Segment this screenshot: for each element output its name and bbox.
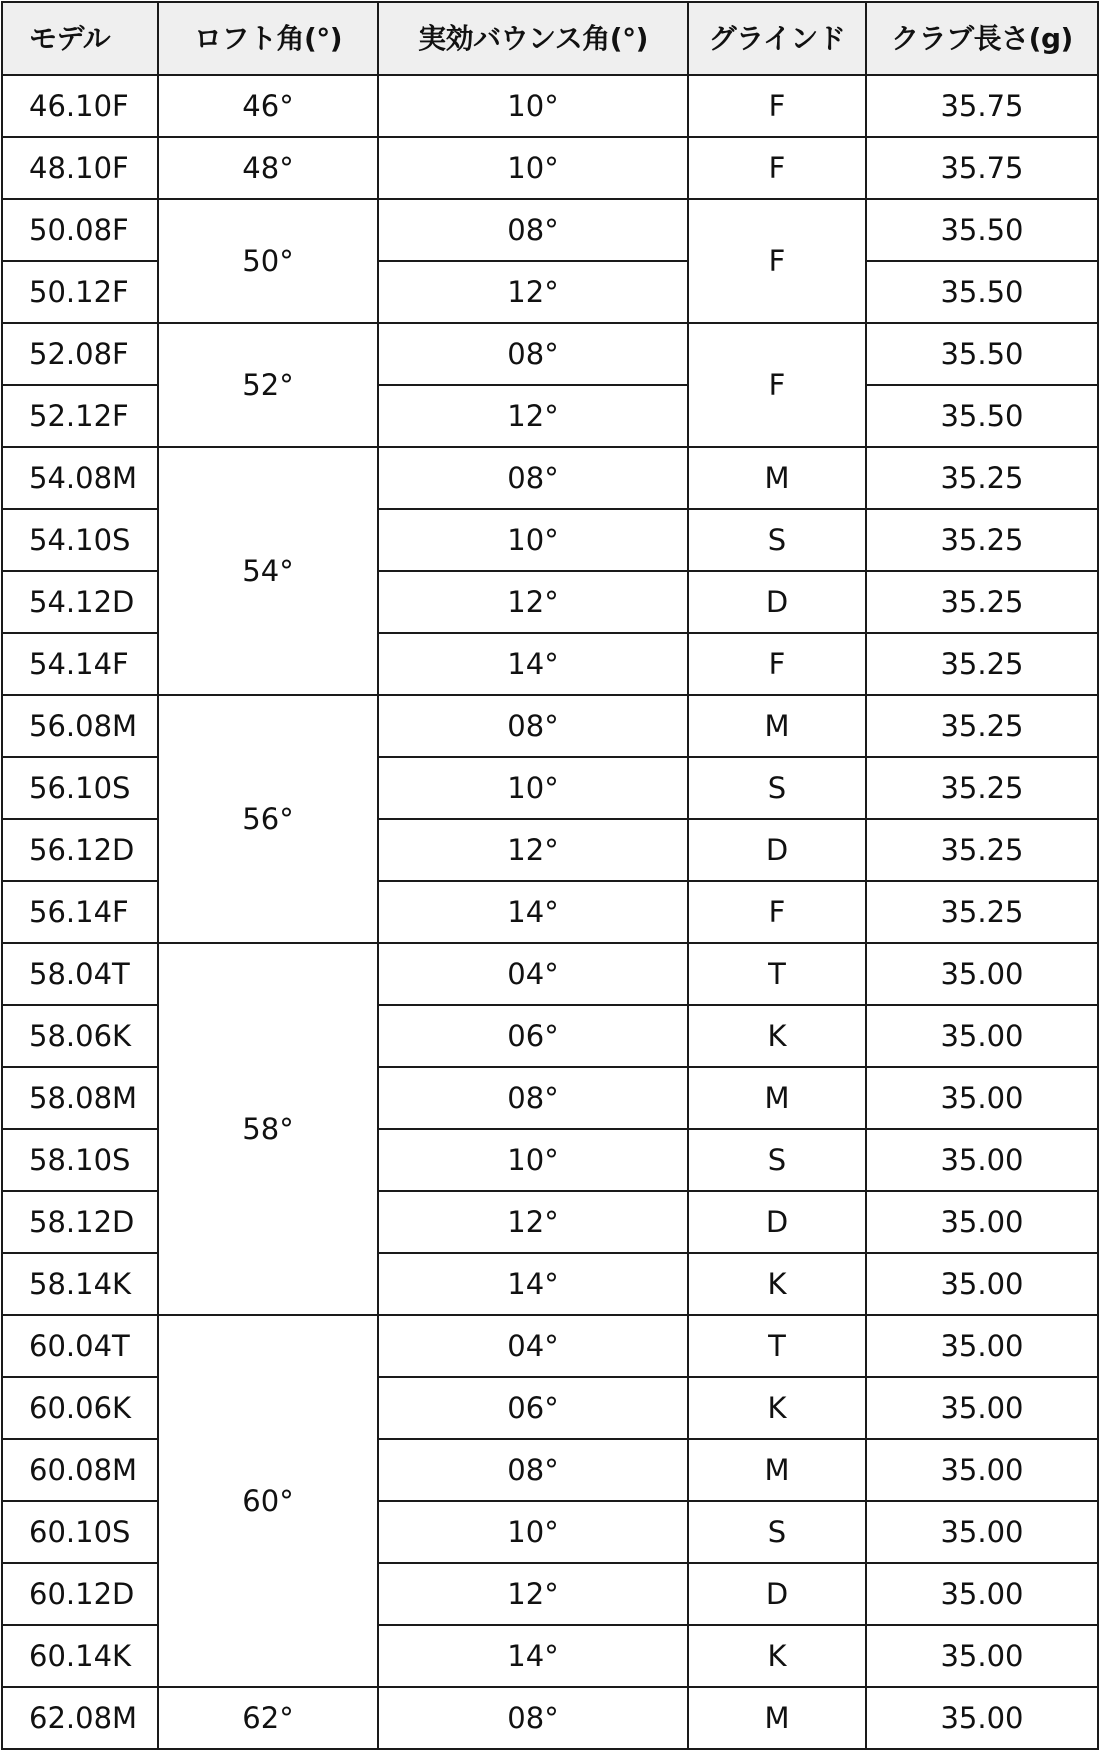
table-header xyxy=(2,2,1098,75)
length-cell: 35.25 xyxy=(866,881,1098,943)
loft-cell: 58° xyxy=(158,943,378,1315)
loft-cell: 56° xyxy=(158,695,378,943)
table-row xyxy=(2,323,1098,385)
header-row xyxy=(2,2,1098,75)
length-cell: 35.50 xyxy=(866,323,1098,385)
grind-cell: K xyxy=(688,1005,866,1067)
bounce-cell: 10° xyxy=(378,1129,688,1191)
loft-cell: 54° xyxy=(158,447,378,695)
length-cell: 35.00 xyxy=(866,1501,1098,1563)
model-cell: 60.12D xyxy=(2,1563,158,1625)
length-cell: 35.25 xyxy=(866,757,1098,819)
model-cell: 60.10S xyxy=(2,1501,158,1563)
bounce-cell: 10° xyxy=(378,75,688,137)
grind-cell: S xyxy=(688,757,866,819)
bounce-cell: 12° xyxy=(378,385,688,447)
bounce-cell: 08° xyxy=(378,199,688,261)
model-cell: 58.14K xyxy=(2,1253,158,1315)
table-row xyxy=(2,199,1098,261)
bounce-cell: 12° xyxy=(378,261,688,323)
grind-cell: F xyxy=(688,323,866,447)
grind-cell: D xyxy=(688,571,866,633)
bounce-cell: 06° xyxy=(378,1005,688,1067)
grind-cell: F xyxy=(688,633,866,695)
model-cell: 56.10S xyxy=(2,757,158,819)
model-cell: 58.08M xyxy=(2,1067,158,1129)
length-cell: 35.25 xyxy=(866,571,1098,633)
model-cell: 58.06K xyxy=(2,1005,158,1067)
bounce-cell: 08° xyxy=(378,695,688,757)
grind-cell: F xyxy=(688,199,866,323)
model-cell: 60.06K xyxy=(2,1377,158,1439)
length-cell: 35.00 xyxy=(866,1005,1098,1067)
bounce-cell: 04° xyxy=(378,1315,688,1377)
model-cell: 60.14K xyxy=(2,1625,158,1687)
length-cell: 35.50 xyxy=(866,199,1098,261)
grind-cell: M xyxy=(688,695,866,757)
model-cell: 56.08M xyxy=(2,695,158,757)
grind-cell: D xyxy=(688,819,866,881)
header-bounce: 実効バウンス角(°) xyxy=(378,2,688,75)
model-cell: 62.08M xyxy=(2,1687,158,1749)
table-row xyxy=(2,943,1098,1005)
grind-cell: D xyxy=(688,1191,866,1253)
length-cell: 35.25 xyxy=(866,695,1098,757)
bounce-cell: 14° xyxy=(378,1253,688,1315)
length-cell: 35.50 xyxy=(866,385,1098,447)
table-row xyxy=(2,75,1098,137)
length-cell: 35.00 xyxy=(866,1253,1098,1315)
bounce-cell: 08° xyxy=(378,1687,688,1749)
grind-cell: S xyxy=(688,509,866,571)
grind-cell: M xyxy=(688,1687,866,1749)
bounce-cell: 12° xyxy=(378,1191,688,1253)
bounce-cell: 14° xyxy=(378,881,688,943)
loft-cell: 62° xyxy=(158,1687,378,1749)
model-cell: 54.08M xyxy=(2,447,158,509)
model-cell: 52.12F xyxy=(2,385,158,447)
length-cell: 35.00 xyxy=(866,1687,1098,1749)
length-cell: 35.25 xyxy=(866,509,1098,571)
length-cell: 35.75 xyxy=(866,137,1098,199)
model-cell: 60.04T xyxy=(2,1315,158,1377)
loft-cell: 46° xyxy=(158,75,378,137)
header-model: モデル xyxy=(2,2,158,75)
bounce-cell: 12° xyxy=(378,571,688,633)
table-row xyxy=(2,1315,1098,1377)
grind-cell: T xyxy=(688,943,866,1005)
bounce-cell: 10° xyxy=(378,757,688,819)
bounce-cell: 12° xyxy=(378,819,688,881)
grind-cell: M xyxy=(688,447,866,509)
bounce-cell: 10° xyxy=(378,137,688,199)
length-cell: 35.00 xyxy=(866,1439,1098,1501)
model-cell: 56.12D xyxy=(2,819,158,881)
length-cell: 35.25 xyxy=(866,447,1098,509)
grind-cell: S xyxy=(688,1501,866,1563)
model-cell: 58.10S xyxy=(2,1129,158,1191)
bounce-cell: 08° xyxy=(378,1067,688,1129)
grind-cell: M xyxy=(688,1067,866,1129)
grind-cell: S xyxy=(688,1129,866,1191)
grind-cell: F xyxy=(688,75,866,137)
header-length: クラブ長さ(g) xyxy=(866,2,1098,75)
model-cell: 54.10S xyxy=(2,509,158,571)
length-cell: 35.25 xyxy=(866,819,1098,881)
length-cell: 35.00 xyxy=(866,1315,1098,1377)
bounce-cell: 04° xyxy=(378,943,688,1005)
model-cell: 58.04T xyxy=(2,943,158,1005)
model-cell: 46.10F xyxy=(2,75,158,137)
length-cell: 35.00 xyxy=(866,1067,1098,1129)
table-row xyxy=(2,137,1098,199)
bounce-cell: 12° xyxy=(378,1563,688,1625)
length-cell: 35.00 xyxy=(866,943,1098,1005)
model-cell: 50.08F xyxy=(2,199,158,261)
grind-cell: M xyxy=(688,1439,866,1501)
grind-cell: T xyxy=(688,1315,866,1377)
length-cell: 35.00 xyxy=(866,1191,1098,1253)
grind-cell: F xyxy=(688,137,866,199)
model-cell: 60.08M xyxy=(2,1439,158,1501)
bounce-cell: 10° xyxy=(378,509,688,571)
length-cell: 35.00 xyxy=(866,1377,1098,1439)
grind-cell: K xyxy=(688,1377,866,1439)
loft-cell: 60° xyxy=(158,1315,378,1687)
grind-cell: K xyxy=(688,1625,866,1687)
length-cell: 35.00 xyxy=(866,1563,1098,1625)
model-cell: 52.08F xyxy=(2,323,158,385)
model-cell: 54.14F xyxy=(2,633,158,695)
length-cell: 35.00 xyxy=(866,1129,1098,1191)
model-cell: 56.14F xyxy=(2,881,158,943)
bounce-cell: 10° xyxy=(378,1501,688,1563)
loft-cell: 48° xyxy=(158,137,378,199)
header-loft: ロフト角(°) xyxy=(158,2,378,75)
grind-cell: F xyxy=(688,881,866,943)
model-cell: 50.12F xyxy=(2,261,158,323)
bounce-cell: 14° xyxy=(378,633,688,695)
bounce-cell: 08° xyxy=(378,323,688,385)
length-cell: 35.50 xyxy=(866,261,1098,323)
grind-cell: D xyxy=(688,1563,866,1625)
grind-cell: K xyxy=(688,1253,866,1315)
model-cell: 54.12D xyxy=(2,571,158,633)
loft-cell: 50° xyxy=(158,199,378,323)
bounce-cell: 08° xyxy=(378,1439,688,1501)
bounce-cell: 06° xyxy=(378,1377,688,1439)
table-row xyxy=(2,447,1098,509)
loft-cell: 52° xyxy=(158,323,378,447)
model-cell: 48.10F xyxy=(2,137,158,199)
model-cell: 58.12D xyxy=(2,1191,158,1253)
length-cell: 35.00 xyxy=(866,1625,1098,1687)
header-grind: グラインド xyxy=(688,2,866,75)
bounce-cell: 14° xyxy=(378,1625,688,1687)
length-cell: 35.25 xyxy=(866,633,1098,695)
bounce-cell: 08° xyxy=(378,447,688,509)
wedge-spec-table xyxy=(1,1,1099,1750)
table-row xyxy=(2,695,1098,757)
table-row xyxy=(2,1687,1098,1749)
table-body xyxy=(2,75,1098,1749)
length-cell: 35.75 xyxy=(866,75,1098,137)
